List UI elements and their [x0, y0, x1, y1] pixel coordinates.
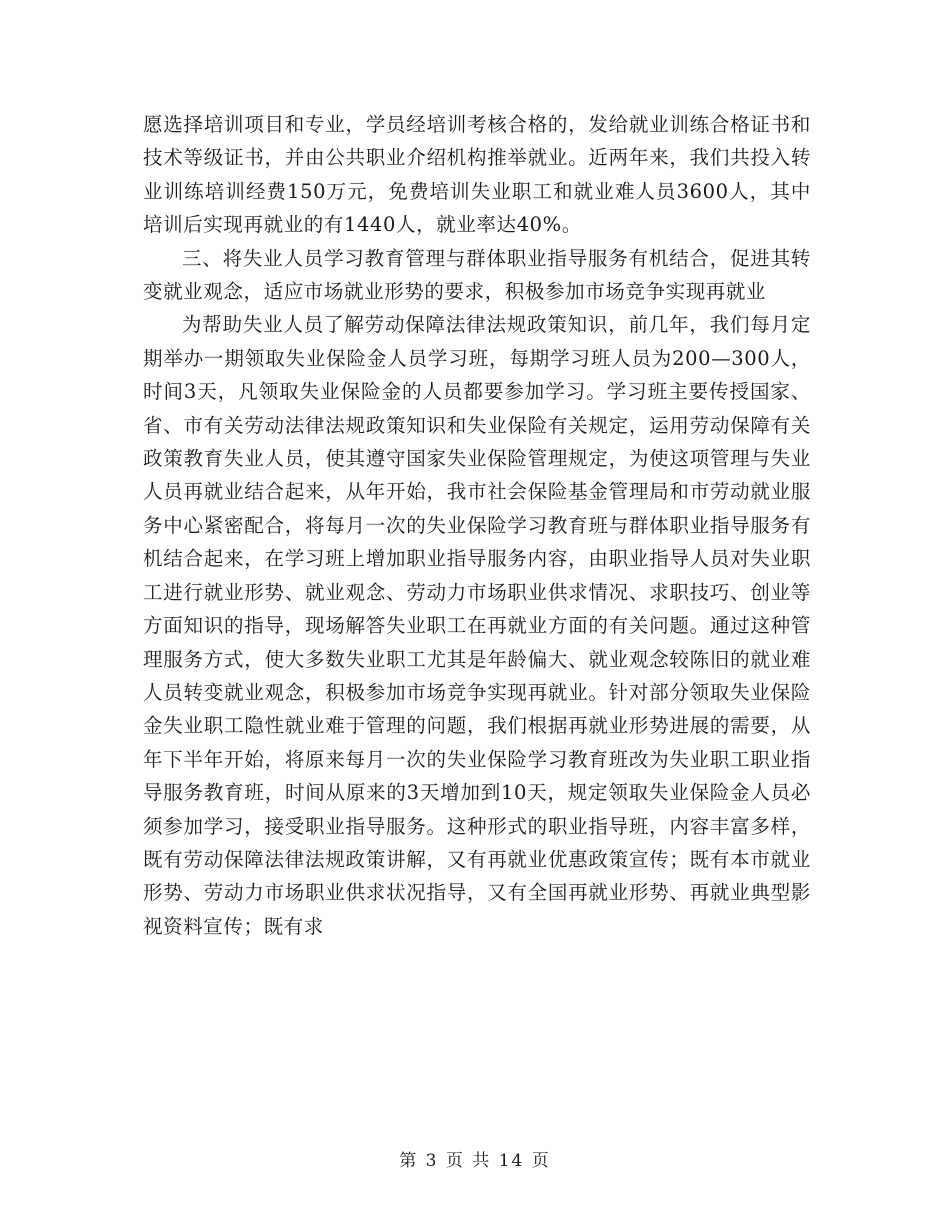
paragraph-body: 为帮助失业人员了解劳动保障法律法规政策知识，前几年，我们每月定期举办一期领取失业保险金人员学习班，每期学习班人员为200—300人，时间3天，凡领取失业保险金的人员都要参加学习。学习班主要传授国家、省、市有关劳动法律法规政策知识和失业保险有关规定，运用劳动保障有关政策教育失业人员，使其遵守国家失业保险管理规定，为使这项管理与失业人员再就业结合起来，从年开始，我市社会保险基金管理局和市劳动就业服务中心紧密配合，将每月一次的失业保险学习教育班与群体职业指导服务有机结合起来，在学习班上增加职业指导服务内容，由职业指导人员对失业职工进行就业形势、就业观念、劳动力市场职业供求情况、求职技巧、创业等方面知识的指导，现场解答失业职工在再就业方面的有关问题。通过这种管理服务方式，使大多数失业职工尤其是年龄偏大、就业观念较陈旧的就业难人员转变就业观念，积极参加市场竞争实现再就业。针对部分领取失业保险金失业职工隐性就业难于管理的问题，我们根据再就业形势进展的需要，从年下半年开始，将原来每月一次的失业保险学习教育班改为失业职工职业指导服务教育班，时间从原来的3天增加到10天，规定领取失业保险金人员必须参加学习，接受职业指导服务。这种形式的职业指导班，内容丰富多样，既有劳动保障法律法规政策讲解，又有再就业优惠政策宣传；既有本市就业形势、劳动力市场职业供求状况指导，又有全国再就业形势、再就业典型影视资料宣传；既有求	[143, 313, 811, 938]
section-heading-three: 三、将失业人员学习教育管理与群体职业指导服务有机结合，促进其转变就业观念，适应市场就业形势的要求，积极参加市场竞争实现再就业	[143, 246, 811, 304]
document-body	[143, 108, 811, 943]
paragraph-continuation: 愿选择培训项目和专业，学员经培训考核合格的，发给就业训练合格证书和技术等级证书，并由公共职业介绍机构推举就业。近两年来，我们共投入转业训练培训经费150万元，免费培训失业职工和就业难人员3600人，其中培训后实现再就业的有1440人，就业率达40%。	[143, 113, 811, 237]
page-footer: 第 3 页 共 14 页	[399, 1151, 551, 1171]
